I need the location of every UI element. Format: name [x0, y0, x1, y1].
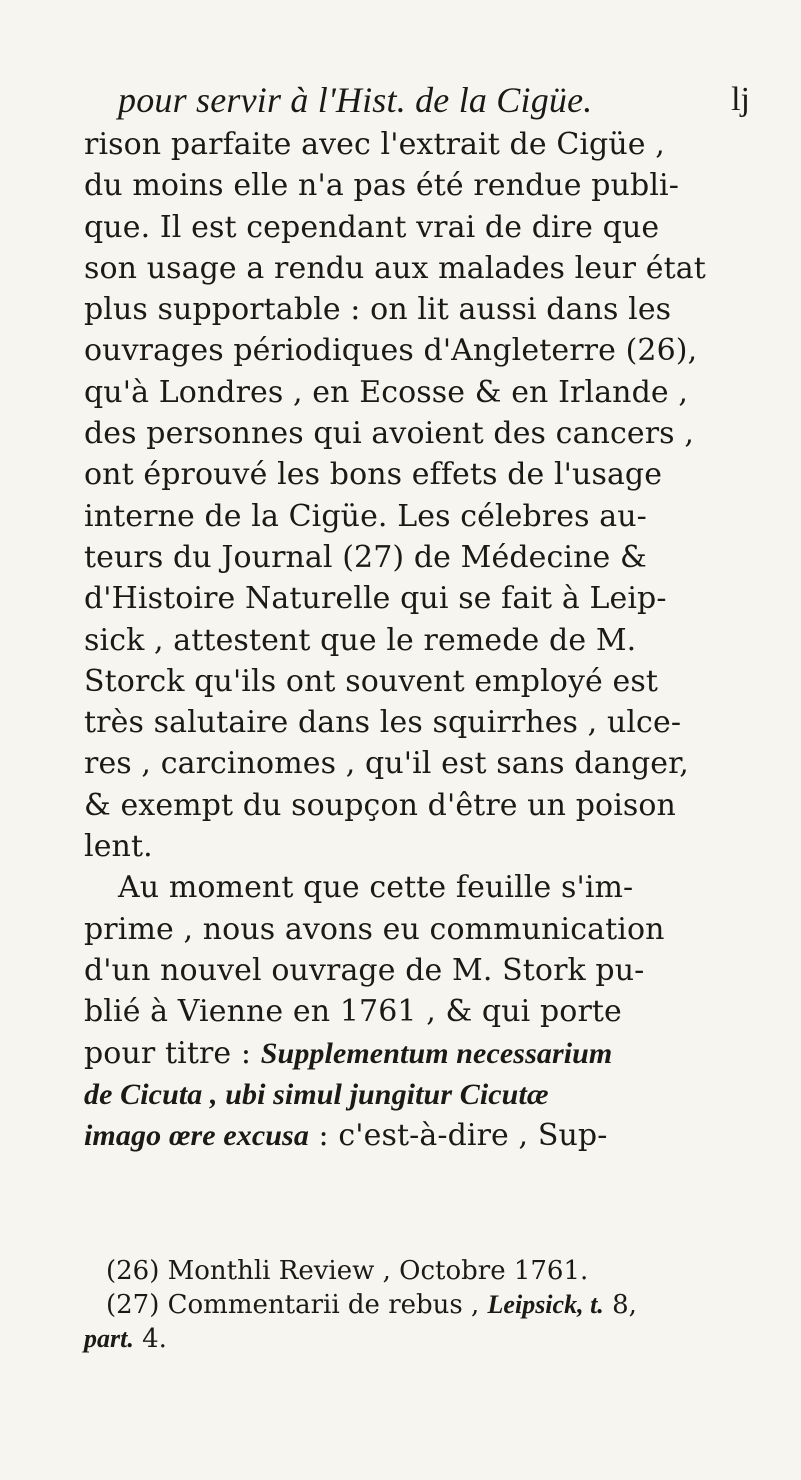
- footnote-27-continuation: [84, 1322, 756, 1356]
- text-line: qu'à Londres , en Ecosse & en Irlande ,: [84, 374, 689, 410]
- text-line: très salutaire dans les squirrhes , ulce-: [84, 705, 682, 741]
- text-line: d'un nouvel ouvrage de M. Stork pu-: [84, 952, 645, 988]
- text-line: res , carcinomes , qu'il est sans danger,: [84, 746, 689, 782]
- text-line-title-2: [84, 1074, 756, 1115]
- text-line: son usage a rendu aux malades leur état: [84, 250, 706, 286]
- text-line: que. Il est cependant vrai de dire que: [84, 209, 660, 245]
- title-prefix: pour titre :: [84, 1035, 261, 1071]
- body-text: [84, 124, 756, 1156]
- text-line: du moins elle n'a pas été rendue publi-: [84, 168, 679, 204]
- text-line: d'Histoire Naturelle qui se fait à Leip-: [84, 581, 667, 617]
- text-line: plus supportable : on lit aussi dans les: [84, 292, 672, 328]
- text-line: & exempt du soupçon d'être un poison: [84, 787, 676, 823]
- text-line: Au moment que cette feuille s'im-: [118, 870, 634, 906]
- footnote-27: [84, 1288, 756, 1322]
- text-line: Storck qu'ils ont souvent employé est: [84, 663, 658, 699]
- footnote-27-text: (27) Commentarii de rebus ,: [106, 1290, 488, 1320]
- text-line-title-3: [84, 1115, 756, 1156]
- text-line: prime , nous avons eu communication: [84, 911, 665, 947]
- latin-title-part-1: Supplementum necessarium: [260, 1036, 613, 1070]
- text-line-title-1: [84, 1033, 756, 1074]
- running-title: pour servir à l'Hist. de la Cigüe.: [118, 80, 593, 120]
- footnote-27-volume: 8,: [603, 1290, 637, 1320]
- page-number: lj: [731, 81, 750, 118]
- footnote-27-place: Leipsick, t.: [487, 1290, 604, 1319]
- text-line: rison parfaite avec l'extrait de Cigüe ,: [84, 127, 665, 162]
- text-line: lent.: [84, 829, 153, 865]
- latin-title-part-2: de Cicuta , ubi simul jungitur Cicutæ: [84, 1077, 549, 1111]
- latin-title-part-3: imago œre excusa: [84, 1119, 309, 1153]
- text-line: ouvrages périodiques d'Angleterre (26),: [84, 333, 698, 369]
- text-line: blié à Vienne en 1761 , & qui porte: [84, 994, 622, 1030]
- title-suffix: : c'est-à-dire , Sup-: [308, 1118, 608, 1154]
- footnote-27-part-label: part.: [84, 1324, 134, 1353]
- footnote-27-part-number: 4.: [133, 1324, 167, 1354]
- footnote-26: (26) Monthli Review , Octobre 1761.: [106, 1256, 589, 1286]
- footnotes: [84, 1255, 756, 1356]
- running-head: [118, 78, 758, 126]
- text-line: sick , attestent que le remede de M.: [84, 622, 637, 658]
- text-line: des personnes qui avoient des cancers ,: [84, 416, 694, 452]
- text-line: interne de la Cigüe. Les célebres au-: [84, 498, 647, 534]
- text-line: ont éprouvé les bons effets de l'usage: [84, 457, 663, 493]
- text-line: teurs du Journal (27) de Médecine &: [84, 539, 647, 575]
